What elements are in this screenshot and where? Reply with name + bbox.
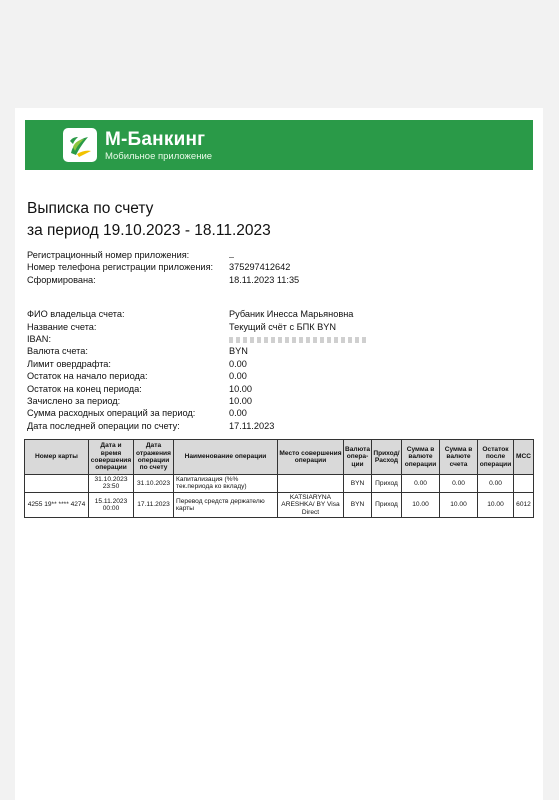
- col-header-type: Приход/ Расход: [372, 440, 402, 475]
- cell-card: 4255 19** **** 4274: [25, 492, 89, 517]
- leaf-logo-icon: [63, 128, 97, 162]
- col-header-op-datetime: Дата и время совершения операции: [89, 440, 134, 475]
- cell-card: [25, 475, 89, 493]
- cell-balance: 0.00: [478, 475, 514, 493]
- bank-logo: [63, 128, 97, 162]
- owner-value: Рубаник Инесса Марьяновна: [229, 309, 354, 320]
- info-row-formed: [27, 275, 527, 287]
- brand-subtitle: Мобильное приложение: [105, 151, 213, 162]
- col-header-amount-acc: Сумма в валюте счета: [440, 440, 478, 475]
- account-name-label: Название счета:: [27, 321, 97, 332]
- info-row-end-balance: [27, 384, 527, 396]
- formed-label: Сформирована:: [27, 274, 96, 285]
- cell-name: Капитализация (%% тек.периода ко вкладу): [174, 475, 278, 493]
- end-balance-value: 10.00: [229, 383, 252, 394]
- col-header-name: Наименование операции: [174, 440, 278, 475]
- owner-label: ФИО владельца счета:: [27, 309, 125, 320]
- reg-number-masked: [229, 250, 234, 260]
- bank-banner: [25, 120, 533, 170]
- col-header-currency: Валюта опера-ции: [344, 440, 372, 475]
- account-name-value: Текущий счёт с БПК BYN: [229, 321, 337, 332]
- info-row-start-balance: [27, 371, 527, 383]
- col-header-post-date: Дата отражения операции по счету: [134, 440, 174, 475]
- credited-value: 10.00: [229, 395, 252, 406]
- col-header-card: Номер карты: [25, 440, 89, 475]
- iban-masked: [229, 334, 369, 345]
- cell-post-date: 17.11.2023: [134, 492, 174, 517]
- currency-value: BYN: [229, 346, 248, 357]
- credited-label: Зачислено за период:: [27, 395, 121, 406]
- info-row-owner: [27, 309, 527, 321]
- brand-name: М-Банкинг: [105, 129, 206, 150]
- operations-table: [24, 439, 534, 518]
- info-row-overdraft: [27, 359, 527, 371]
- table-header-row: [25, 440, 534, 475]
- statement-title: Выписка по счету: [27, 200, 154, 217]
- cell-mcc: [514, 475, 534, 493]
- account-info: [27, 250, 527, 433]
- info-row-currency: [27, 346, 527, 358]
- statement-page: [15, 108, 543, 800]
- cell-type: Приход: [372, 492, 402, 517]
- reg-number-label: Регистрационный номер приложения:: [27, 250, 190, 260]
- cell-currency: BYN: [344, 492, 372, 517]
- iban-label: IBAN:: [27, 333, 51, 344]
- start-balance-label: Остаток на начало периода:: [27, 371, 148, 382]
- info-row-expenses: [27, 408, 527, 420]
- phone-label: Номер телефона регистрации приложения:: [27, 262, 214, 273]
- cell-post-date: 31.10.2023: [134, 475, 174, 493]
- info-row-credited: [27, 396, 527, 408]
- cell-amount-op: 0.00: [402, 475, 440, 493]
- info-row-iban: [27, 334, 527, 346]
- cell-mcc: 6012: [514, 492, 534, 517]
- info-row-phone: [27, 262, 527, 274]
- expenses-value: 0.00: [229, 408, 247, 419]
- formed-value: 18.11.2023 11:35: [229, 274, 300, 285]
- end-balance-label: Остаток на конец периода:: [27, 383, 142, 394]
- cell-op-datetime: 15.11.2023 00:00: [89, 492, 134, 517]
- col-header-balance: Остаток после операции: [478, 440, 514, 475]
- cell-amount-op: 10.00: [402, 492, 440, 517]
- col-header-place: Место совершения операции: [278, 440, 344, 475]
- info-row-last-op: [27, 421, 527, 433]
- currency-label: Валюта счета:: [27, 346, 88, 357]
- last-op-value: 17.11.2023: [229, 420, 275, 431]
- cell-amount-acc: 10.00: [440, 492, 478, 517]
- phone-value: 375297412642: [229, 262, 291, 273]
- statement-period: за период 19.10.2023 - 18.11.2023: [27, 222, 271, 239]
- overdraft-value: 0.00: [229, 358, 247, 369]
- cell-amount-acc: 0.00: [440, 475, 478, 493]
- expenses-label: Сумма расходных операций за период:: [27, 408, 196, 419]
- overdraft-label: Лимит овердрафта:: [27, 358, 111, 369]
- cell-name: Перевод средств держателю карты: [174, 492, 278, 517]
- table-row: [25, 475, 534, 493]
- col-header-mcc: MCC: [514, 440, 534, 475]
- info-row-reg-number: [27, 250, 527, 262]
- cell-balance: 10.00: [478, 492, 514, 517]
- table-row: [25, 492, 534, 517]
- cell-currency: BYN: [344, 475, 372, 493]
- info-row-account-name: [27, 322, 527, 334]
- col-header-amount-op: Сумма в валюте операции: [402, 440, 440, 475]
- last-op-label: Дата последней операции по счету:: [27, 420, 180, 431]
- cell-type: Приход: [372, 475, 402, 493]
- cell-op-datetime: 31.10.2023 23:50: [89, 475, 134, 493]
- cell-place: [278, 475, 344, 493]
- start-balance-value: 0.00: [229, 371, 247, 382]
- cell-place: KATSIARYNA ARESHKA/ BY Visa Direct: [278, 492, 344, 517]
